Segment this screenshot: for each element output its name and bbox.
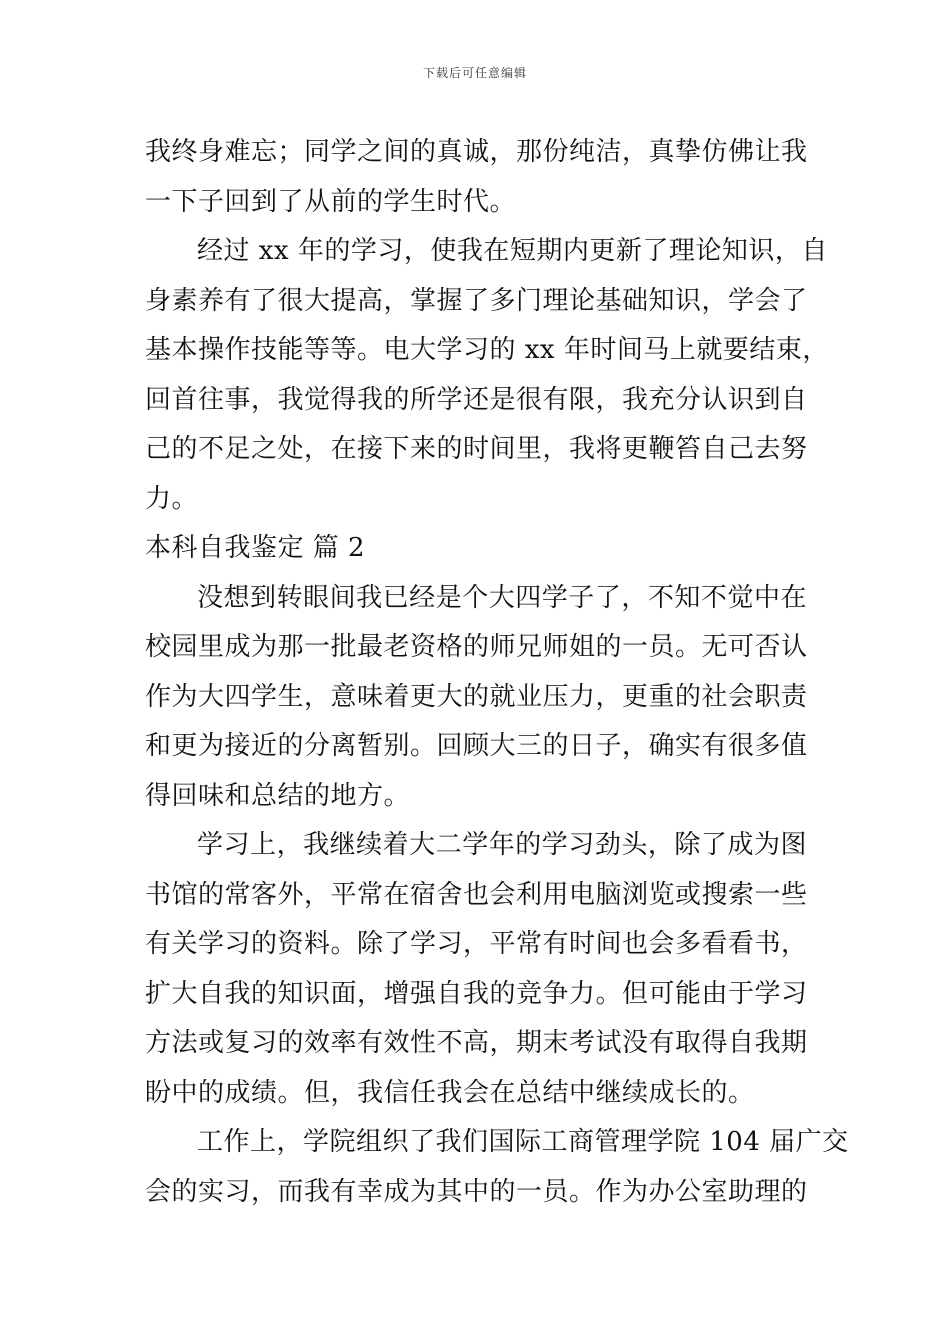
document-body — [145, 128, 849, 1217]
header-note: 下载后可任意编辑 — [422, 66, 527, 80]
paragraph-line: 身素养有了很大提高，掌握了多门理论基础知识，学会了 — [145, 285, 808, 316]
paragraph-line: 校园里成为那一批最老资格的师兄师姐的一员。无可否认 — [145, 632, 808, 662]
paragraph-line: 回首往事，我觉得我的所学还是很有限，我充分认识到自 — [145, 384, 808, 415]
paragraph-line: 作为大四学生，意味着更大的就业压力，更重的社会职责 — [145, 681, 808, 712]
paragraph-line: 工作上，学院组织了我们国际工商管理学院 104 届广交 — [197, 1127, 849, 1157]
section-heading: 本科自我鉴定 篇 2 — [145, 533, 366, 563]
paragraph-line: 己的不足之处，在接下来的时间里，我将更鞭笞自己去努 — [145, 434, 808, 464]
paragraph-line: 盼中的成绩。但，我信任我会在总结中继续成长的。 — [145, 1077, 755, 1108]
paragraph-line: 我终身难忘；同学之间的真诚，那份纯洁，真挚仿佛让我 — [145, 137, 808, 167]
paragraph-line: 没想到转眼间我已经是个大四学子了，不知不觉中在 — [197, 582, 807, 613]
paragraph-line: 方法或复习的效率有效性不高，期末考试没有取得自我期 — [145, 1028, 808, 1058]
paragraph-line: 扩大自我的知识面，增强自我的竞争力。但可能由于学习 — [145, 978, 808, 1009]
paragraph-line: 和更为接近的分离暂别。回顾大三的日子，确实有很多值 — [145, 731, 808, 761]
paragraph-line: 得回味和总结的地方。 — [145, 780, 411, 811]
paragraph-line: 有关学习的资料。除了学习，平常有时间也会多看看书， — [145, 929, 808, 959]
paragraph-line: 书馆的常客外，平常在宿舍也会利用电脑浏览或搜索一些 — [145, 879, 808, 910]
paragraph-line: 经过 xx 年的学习，使我在短期内更新了理论知识，自 — [197, 236, 828, 266]
paragraph-line: 基本操作技能等等。电大学习的 xx 年时间马上就要结束， — [145, 335, 829, 365]
paragraph-line: 学习上，我继续着大二学年的学习劲头，除了成为图 — [197, 830, 807, 860]
paragraph-line: 会的实习，而我有幸成为其中的一员。作为办公室助理的 — [145, 1176, 808, 1207]
paragraph-line: 力。 — [145, 483, 199, 514]
paragraph-line: 一下子回到了从前的学生时代。 — [145, 186, 517, 217]
